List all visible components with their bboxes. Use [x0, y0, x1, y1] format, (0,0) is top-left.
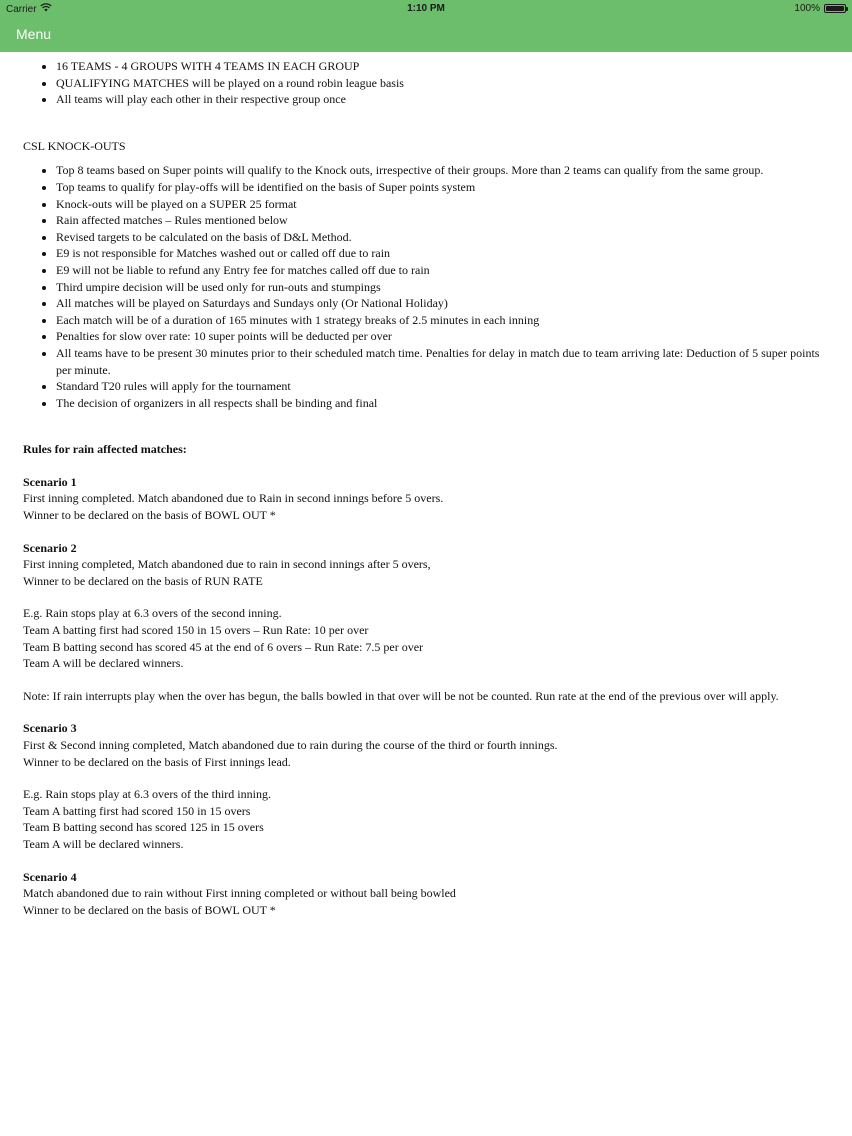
list-item: • Knock-outs will be played on a SUPER 25 format [56, 196, 831, 213]
scenario-text: First & Second inning completed, Match abandoned due to rain during the course of the third or fourth innings. [23, 738, 558, 752]
rain-rules-title: Rules for rain affected matches: [23, 442, 187, 457]
list-item: • All teams will play each other in their respective group once [56, 91, 831, 108]
example-text: E.g. Rain stops play at 6.3 overs of the third inning. [23, 787, 271, 802]
list-item: • 16 TEAMS - 4 GROUPS WITH 4 TEAMS IN EACH GROUP [56, 58, 831, 75]
scenario-text: Winner to be declared on the basis of First innings lead. [23, 754, 291, 769]
list-item: • Each match will be of a duration of 165 minutes with 1 strategy breaks of 2.5 minutes in each inning [56, 312, 831, 329]
scenario-text: First inning completed, Match abandoned due to rain in second innings after 5 overs, [23, 557, 431, 572]
list-item: • All teams have to be present 30 minutes prior to their scheduled match time. Penalties for delay in match due to team arriving late: Deduction of 5 super points per minute. [56, 345, 831, 378]
example-text: Team A batting first had scored 150 in 15 overs – Run Rate: 10 per over [23, 623, 369, 638]
navigation-bar [0, 18, 852, 52]
list-item: • Top teams to qualify for play-offs will be identified on the basis of Super points system [56, 179, 831, 196]
scenario-text: Winner to be declared on the basis of RUN RATE [23, 573, 263, 588]
scenario-3 [23, 720, 831, 852]
example-text: Team B batting second has scored 125 in 15 overs [23, 820, 264, 835]
list-item: • The decision of organizers in all respects shall be binding and final [56, 395, 831, 412]
scenario-4 [23, 869, 831, 919]
scenario-text: Winner to be declared on the basis of BOWL OUT * [23, 508, 276, 523]
scenario-1 [23, 474, 831, 524]
scenario-2 [23, 540, 831, 705]
list-item: • Rain affected matches – Rules mentioned below [56, 212, 831, 229]
status-bar [0, 0, 852, 18]
list-item: • Penalties for slow over rate: 10 super points will be deducted per over [56, 328, 831, 345]
knockouts-title: CSL KNOCK-OUTS [23, 138, 126, 153]
scenario-text: Match abandoned due to rain without First inning completed or without ball being bowled [23, 886, 456, 901]
list-item: • All matches will be played on Saturdays and Sundays only (Or National Holiday) [56, 295, 831, 312]
example-text: Team A batting first had scored 150 in 15 overs [23, 803, 251, 818]
example-text: E.g. Rain stops play at 6.3 overs of the second inning. [23, 606, 282, 621]
scenario-title: Scenario 3 [23, 721, 77, 736]
list-item: • Top 8 teams based on Super points will qualify to the Knock outs, irrespective of their groups. More than 2 teams can qualify from the same group. [56, 162, 831, 179]
carrier-label: Carrier [6, 3, 37, 15]
scenario-text: First inning completed. Match abandoned due to Rain in second innings before 5 overs. [23, 491, 444, 506]
groups-list [23, 58, 831, 108]
knockouts-list [23, 162, 831, 411]
battery-percent: 100% [794, 3, 820, 14]
rules-content [23, 58, 831, 918]
scenario-title: Scenario 1 [23, 474, 77, 489]
list-item: • E9 is not responsible for Matches washed out or called off due to rain [56, 245, 831, 262]
example-text: Team B batting second has scored 45 at the end of 6 overs – Run Rate: 7.5 per over [23, 639, 424, 654]
example-text: Team A will be declared winners. [23, 656, 184, 671]
note-text: Note: If rain interrupts play when the over has begun, the balls bowled in that over will be not be counted. Run rate at the end of the previous over will apply. [23, 688, 779, 703]
scenario-text: Winner to be declared on the basis of BOWL OUT * [23, 902, 276, 917]
status-right [794, 3, 846, 14]
menu-button[interactable]: Menu [16, 26, 52, 42]
list-item: • Standard T20 rules will apply for the tournament [56, 378, 831, 395]
list-item: • E9 will not be liable to refund any Entry fee for matches called off due to rain [56, 262, 831, 279]
list-item: • QUALIFYING MATCHES will be played on a round robin league basis [56, 75, 831, 92]
list-item: • Third umpire decision will be used only for run-outs and stumpings [56, 279, 831, 296]
status-time: 1:10 PM [407, 3, 445, 14]
example-text: Team A will be declared winners. [23, 836, 184, 851]
scenario-title: Scenario 4 [23, 869, 77, 884]
battery-icon [824, 4, 846, 13]
scenario-title: Scenario 2 [23, 540, 77, 555]
list-item: • Revised targets to be calculated on the basis of D&L Method. [56, 229, 831, 246]
